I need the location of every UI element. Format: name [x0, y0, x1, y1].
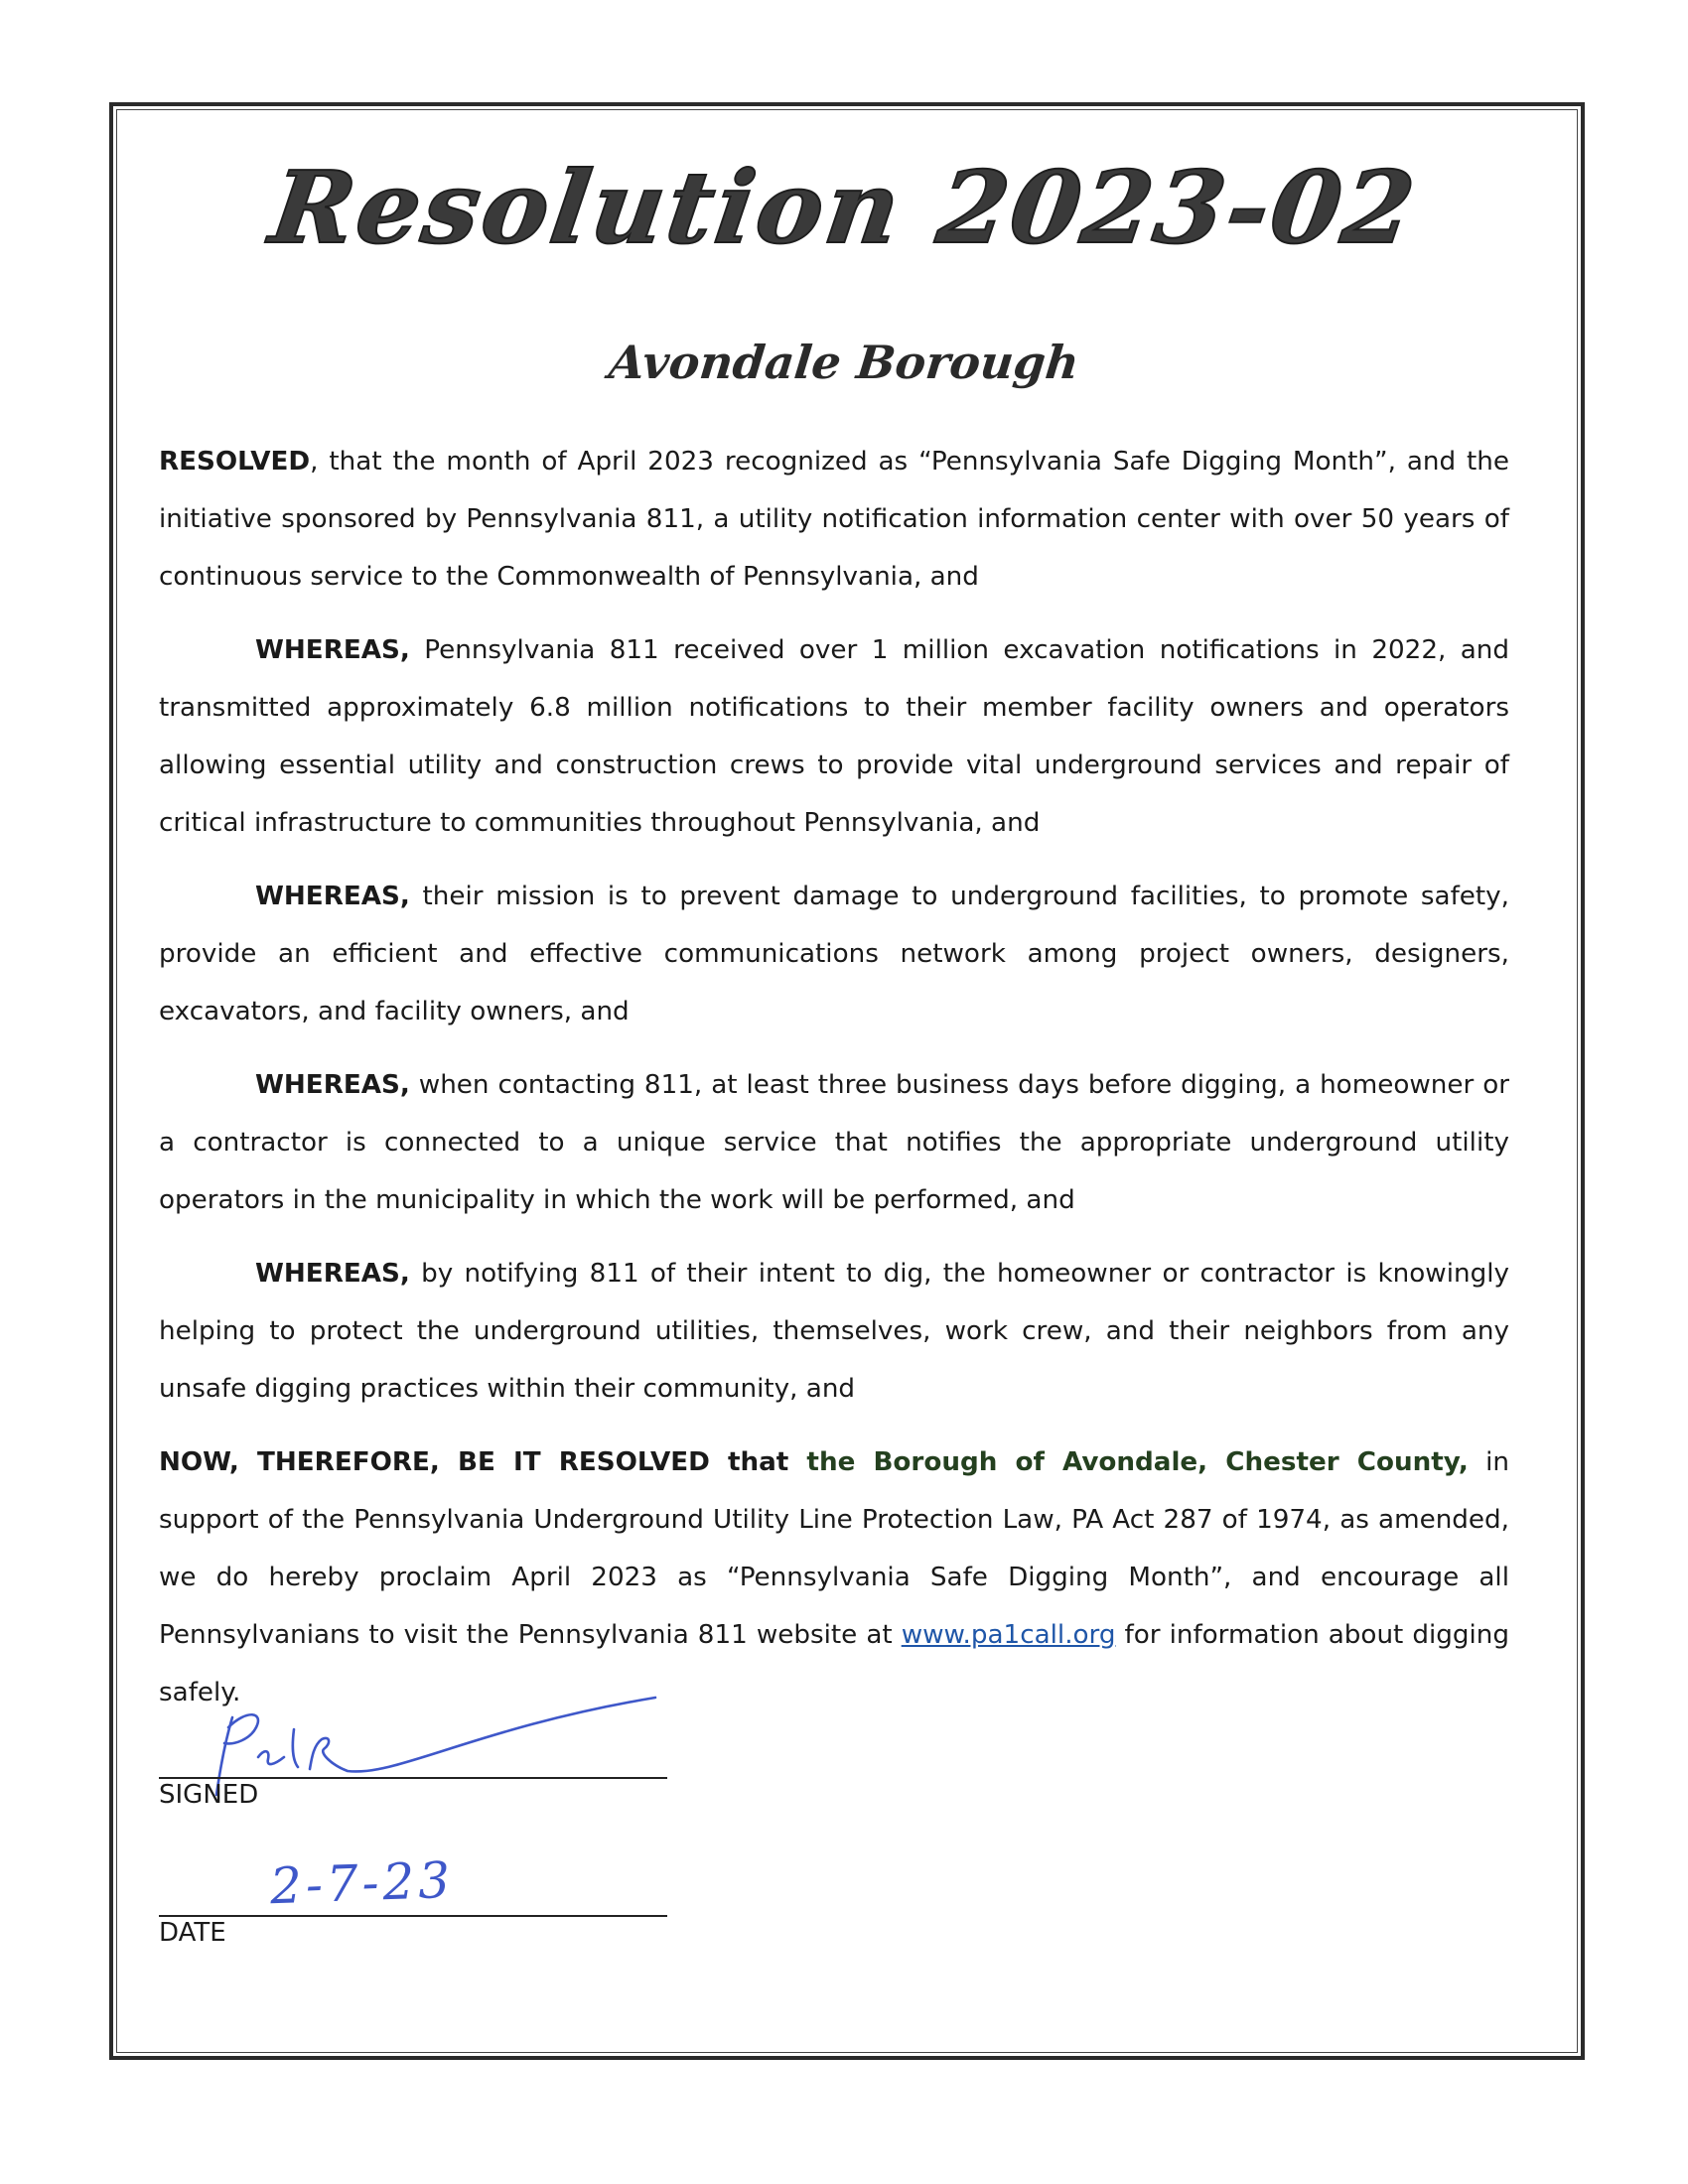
resolution-title: Resolution 2023-02 — [263, 149, 1425, 266]
whereas-paragraph — [159, 1245, 1509, 1418]
whereas-paragraph — [159, 1056, 1509, 1229]
date-line — [159, 1915, 667, 1917]
paragraph-lead: WHEREAS, — [255, 1070, 410, 1100]
whereas-paragraph — [159, 868, 1509, 1040]
borough-subtitle: Avondale Borough — [606, 336, 1082, 389]
paragraph-text: when contacting 811, at least three business days before digging, a homeowner or a contractor is connected to a unique service that notifies the appropriate underground utility operators in the municipality in which the work will be performed, and — [159, 1070, 1509, 1215]
paragraph-lead: WHEREAS, — [255, 882, 410, 911]
borough-name: the Borough of Avondale, Chester County, — [788, 1447, 1469, 1477]
signed-label: SIGNED — [159, 1780, 259, 1810]
paragraph-lead: RESOLVED — [159, 447, 311, 477]
paragraph-lead: WHEREAS, — [255, 1259, 410, 1289]
resolved-paragraph — [159, 433, 1509, 606]
pa1call-link[interactable]: www.pa1call.org — [901, 1620, 1116, 1650]
therefore-paragraph — [159, 1433, 1509, 1721]
signature-line — [159, 1777, 667, 1779]
paragraph-text: , that the month of April 2023 recognized as “Pennsylvania Safe Digging Month”, and the initiative sponsored by Pennsylvania 811, a utility notification information center with over 50 years of continuous service to the Commonwealth of Pennsylvania, and — [159, 447, 1509, 592]
whereas-paragraph — [159, 621, 1509, 852]
therefore-text: in support of the Pennsylvania Underground Utility Line Protection Law, PA Act 287 of 1974, as amended, we do hereby proclaim April 2023 as “Pennsylvania Safe Digging Month”, and encourage all Pennsylvanians to visit the Pennsylvania 811 website at — [159, 1447, 1509, 1650]
date-label: DATE — [159, 1918, 226, 1948]
therefore-text-end: for information about digging safely. — [159, 1620, 1509, 1707]
paragraph-text: Pennsylvania 811 received over 1 million excavation notifications in 2022, and transmitted approximately 6.8 million notifications to their member facility owners and operators allowing essential utility and construction crews to provide vital underground services and repair of critical infrastructure to communities throughout Pennsylvania, and — [159, 635, 1509, 838]
therefore-lead: NOW, THEREFORE, BE IT RESOLVED that — [159, 1447, 789, 1477]
paragraph-text: their mission is to prevent damage to underground facilities, to promote safety, provide an efficient and effective communications network among project owners, designers, excavators, and facility owners, and — [159, 882, 1509, 1026]
handwritten-date: 2-7-23 — [269, 1850, 456, 1916]
handwritten-signature — [199, 1688, 675, 1807]
paragraph-lead: WHEREAS, — [255, 635, 410, 665]
paragraph-text: by notifying 811 of their intent to dig, the homeowner or contractor is knowingly helping to protect the underground utilities, themselves, work crew, and their neighbors from any unsafe digging practices within their community, and — [159, 1259, 1509, 1404]
resolution-body — [159, 433, 1509, 1737]
